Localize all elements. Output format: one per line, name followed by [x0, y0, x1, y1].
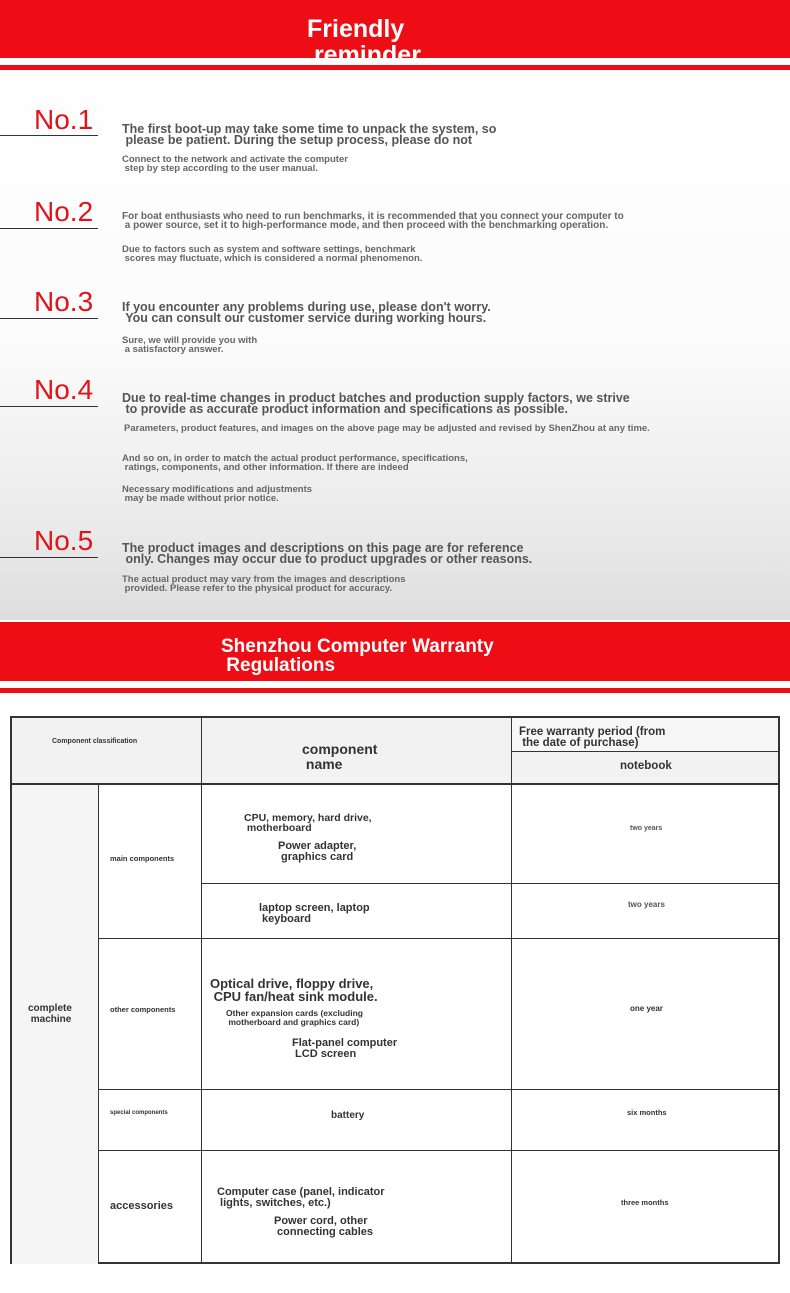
reminder-title-line2: reminder	[307, 41, 421, 69]
acc-text-2: Power cord, other connecting cables	[274, 1215, 374, 1238]
reminder-underline-2	[0, 228, 98, 229]
col-rule-component	[201, 718, 202, 1264]
other-text-3: Flat-panel computer LCD screen	[292, 1037, 398, 1060]
warranty-banner-rule	[0, 688, 790, 693]
reminder-note-4b: And so on, in order to match the actual product performance, specifications, ratings, components, and other information. If there are indeed	[122, 453, 468, 473]
reminder-underline-5	[0, 557, 98, 558]
reminder-note-1: Connect to the network and activate the computer step by step according to the user manual.	[122, 154, 348, 174]
acc-period: three months	[621, 1198, 669, 1207]
reminder-number-4: No.4	[34, 374, 94, 405]
reminder-underline-4	[0, 406, 98, 407]
header-period-rule	[511, 751, 778, 752]
reminder-main-text-2: For boat enthusiasts who need to run benchmarks, it is recommended that you connect your computer to a power source, set it to high-performance mode, and then proceed with the benchmarking operation.	[122, 211, 624, 231]
main-a-text-2: Power adapter, graphics card	[278, 840, 357, 863]
reminder-number-5: No.5	[34, 525, 94, 556]
category-special: special components	[110, 1110, 168, 1116]
reminder-note-3: Sure, we will provide you with a satisfactory answer.	[122, 335, 258, 355]
reminder-main-text-3: If you encounter any problems during use, please don't worry. You can consult our customer service during working hours.	[122, 300, 491, 325]
reminder-section	[0, 72, 790, 620]
reminder-title-line1: Friendly	[307, 15, 405, 43]
group-complete-machine: complete machine	[28, 1003, 72, 1025]
header-notebook: notebook	[620, 760, 672, 772]
warranty-table	[10, 716, 780, 1264]
header-period: Free warranty period (from the date of purchase)	[519, 726, 666, 749]
warranty-title-line1: Shenzhou Computer Warranty	[221, 636, 494, 657]
header-classification: Component classification	[52, 738, 138, 745]
reminder-underline-1	[0, 135, 98, 136]
other-period: one year	[630, 1004, 663, 1013]
row-rule-main	[98, 938, 778, 939]
other-text-1: Optical drive, floppy drive, CPU fan/heat sink module.	[210, 976, 378, 1004]
category-main: main components	[110, 854, 175, 863]
col-rule-period	[511, 718, 512, 1264]
row-rule-other	[98, 1089, 778, 1090]
row-rule-main-a	[201, 883, 778, 884]
reminder-note-2: Due to factors such as system and software settings, benchmark scores may fluctuate, which is considered a normal phenomenon.	[122, 244, 423, 264]
reminder-note-5: The actual product may vary from the images and descriptions provided. Please refer to the physical product for accuracy.	[122, 574, 406, 594]
acc-text-1: Computer case (panel, indicator lights, switches, etc.)	[217, 1186, 385, 1209]
warranty-title-line2: Regulations	[221, 655, 336, 676]
reminder-note-4a: Parameters, product features, and images on the above page may be adjusted and revised by ShenZhou at any time.	[124, 423, 650, 434]
header-bottom-rule	[12, 783, 778, 785]
main-a-period: two years	[630, 825, 663, 832]
special-period: six months	[627, 1108, 667, 1117]
main-b-text: laptop screen, laptop keyboard	[259, 902, 370, 925]
col-rule-group	[98, 784, 99, 1264]
header-component: component name	[302, 741, 378, 772]
reminder-main-text-5: The product images and descriptions on this page are for reference only. Changes may occur due to product upgrades or other reasons.	[122, 541, 533, 566]
reminder-underline-3	[0, 318, 98, 319]
special-text: battery	[331, 1110, 365, 1121]
reminder-main-text-1: The first boot-up may take some time to unpack the system, so please be patient. During the setup process, please do not	[122, 122, 497, 147]
main-a-text-1: CPU, memory, hard drive, motherboard	[244, 812, 372, 834]
reminder-number-1: No.1	[34, 104, 94, 135]
main-b-period: two years	[628, 900, 665, 909]
reminder-number-3: No.3	[34, 286, 94, 317]
reminder-note-4c: Necessary modifications and adjustments may be made without prior notice.	[122, 484, 313, 504]
category-other: other components	[110, 1005, 176, 1014]
reminder-main-text-4: Due to real-time changes in product batches and production supply factors, we strive to provide as accurate product information and specifications as possible.	[122, 391, 630, 416]
other-text-2: Other expansion cards (excluding motherboard and graphics card)	[226, 1008, 363, 1027]
row-rule-special	[98, 1150, 778, 1151]
reminder-number-2: No.2	[34, 196, 94, 227]
category-accessories: accessories	[110, 1200, 173, 1212]
